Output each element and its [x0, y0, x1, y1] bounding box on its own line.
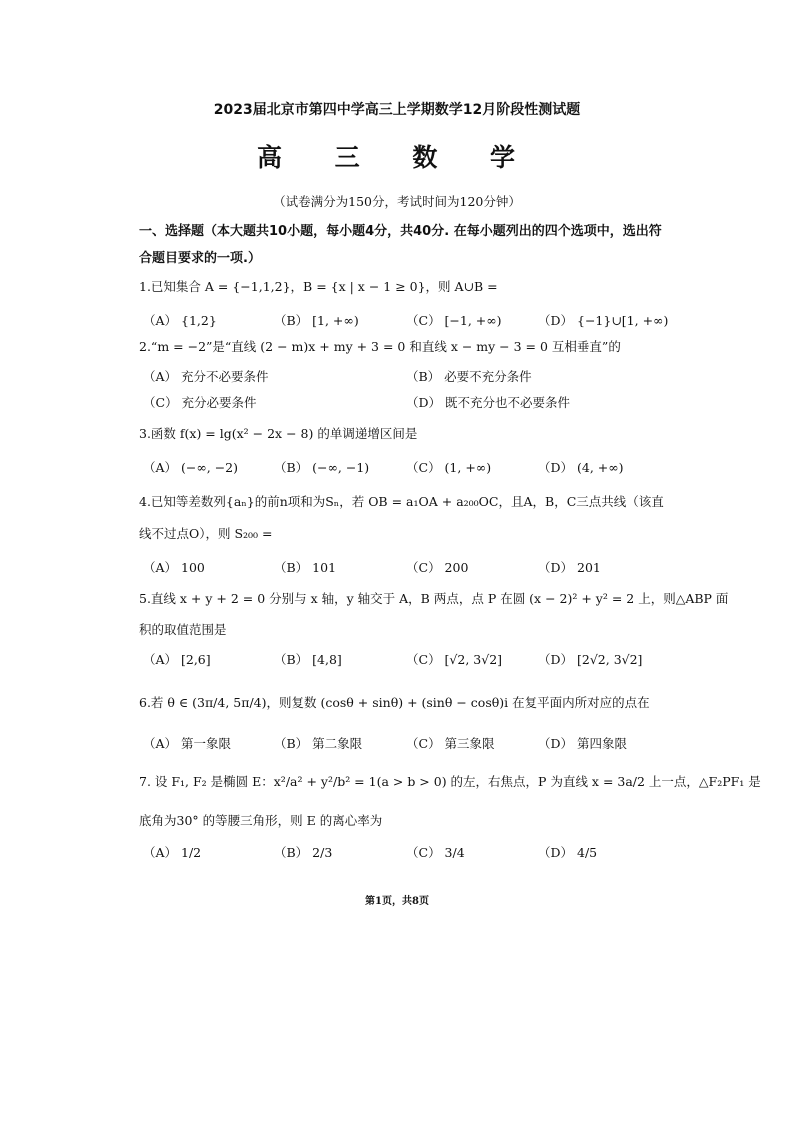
question-3-option-d: （D） (4, +∞) [538, 460, 624, 475]
question-5-option-d: （D） [2√2, 3√2] [538, 652, 643, 667]
question-4-option-a: （A） 100 [143, 560, 205, 575]
question-4-option-b: （B） 101 [274, 560, 337, 575]
section-heading-line2: 合题目要求的一项.） [139, 251, 261, 266]
page-number: 第1页，共8页 [365, 896, 429, 907]
question-7-stem-line2: 底角为30° 的等腰三角形，则 E 的离心率为 [139, 813, 383, 828]
question-5-option-b: （B） [4,8] [274, 652, 342, 667]
question-7-option-a: （A） 1/2 [143, 845, 202, 860]
question-3-stem: 3.函数 f(x) = lg(x² − 2x − 8) 的单调递增区间是 [139, 426, 418, 441]
question-3-option-b: （B） (−∞, −1) [274, 460, 370, 475]
question-4-option-d: （D） 201 [538, 560, 601, 575]
question-4-option-c: （C） 200 [406, 560, 469, 575]
question-2-option-c: （C） 充分必要条件 [143, 395, 257, 410]
question-7-option-b: （B） 2/3 [274, 845, 333, 860]
question-4-stem-line2: 线不过点O），则 S₂₀₀ = [139, 526, 273, 541]
question-5-stem-line2: 积的取值范围是 [139, 622, 227, 637]
question-2-stem: 2.“m = −2”是“直线 (2 − m)x + my + 3 = 0 和直线 x − my − 3 = 0 互相垂直”的 [139, 339, 621, 354]
page-title: 高 三 数 学 [256, 143, 538, 172]
question-7-option-c: （C） 3/4 [406, 845, 465, 860]
question-5-option-a: （A） [2,6] [143, 652, 211, 667]
document-header: 2023届北京市第四中学高三上学期数学12月阶段性测试题 [213, 102, 581, 118]
question-6-option-a: （A） 第一象限 [143, 736, 232, 751]
question-7-option-d: （D） 4/5 [538, 845, 598, 860]
question-5-stem-line1: 5.直线 x + y + 2 = 0 分别与 x 轴，y 轴交于 A，B 两点，点 P 在圆 (x − 2)² + y² = 2 上，则△ABP 面 [139, 591, 729, 606]
question-4-stem-line1: 4.已知等差数列{aₙ}的前n项和为Sₙ，若 OB = a₁OA + a₂₀₀OC，且A，B，C三点共线（该直 [139, 494, 664, 509]
question-6-stem: 6.若 θ ∈ (3π/4, 5π/4)，则复数 (cosθ + sinθ) + (sinθ − cosθ)i 在复平面内所对应的点在 [139, 695, 650, 710]
question-1-option-b: （B） [1, +∞) [274, 313, 359, 328]
question-1-option-a: （A） {1,2} [143, 313, 217, 328]
question-2-option-d: （D） 既不充分也不必要条件 [406, 395, 570, 410]
question-6-option-d: （D） 第四象限 [538, 736, 627, 751]
question-2-option-a: （A） 充分不必要条件 [143, 369, 269, 384]
question-6-option-b: （B） 第二象限 [274, 736, 363, 751]
question-1-option-c: （C） [−1, +∞) [406, 313, 502, 328]
question-5-option-c: （C） [√2, 3√2] [406, 652, 503, 667]
question-1-option-d: （D） {−1}∪[1, +∞) [538, 313, 669, 328]
question-2-option-b: （B） 必要不充分条件 [406, 369, 532, 384]
section-heading-line1: 一、选择题（本大题共10小题，每小题4分，共40分. 在每小题列出的四个选项中，选出符 [139, 224, 662, 239]
question-3-option-c: （C） (1, +∞) [406, 460, 492, 475]
exam-info: （试卷满分为150分，考试时间为120分钟） [273, 194, 521, 209]
question-7-stem-line1: 7. 设 F₁, F₂ 是椭圆 E：x²/a² + y²/b² = 1(a > b > 0) 的左，右焦点，P 为直线 x = 3a/2 上一点，△F₂PF₁ 是 [139, 774, 761, 789]
question-6-option-c: （C） 第三象限 [406, 736, 495, 751]
question-3-option-a: （A） (−∞, −2) [143, 460, 239, 475]
question-1-stem: 1.已知集合 A = {−1,1,2}，B = {x | x − 1 ≥ 0}，则 A∪B = [139, 279, 498, 294]
